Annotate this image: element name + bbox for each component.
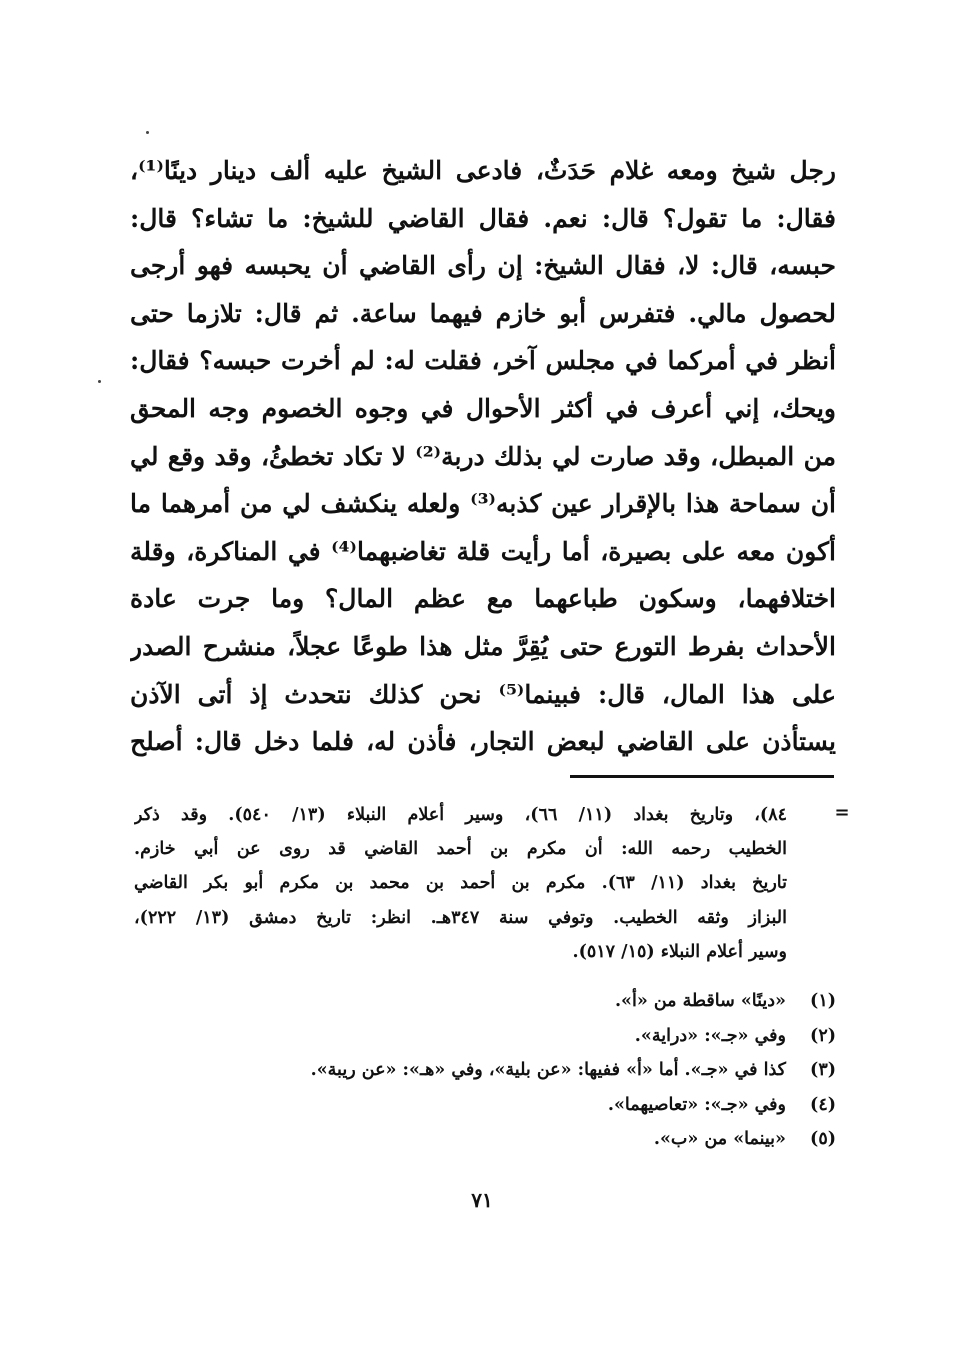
footnote-number: (٥): [810, 1129, 836, 1149]
continued-footnote-line: البزاز وثقه الخطيب. وتوفي سنة ٣٤٧هـ. انظر: تاريخ دمشق (١٣/ ٢٢٢)،: [134, 907, 787, 928]
continued-footnote-line: وسير أعلام النبلاء (١٥/ ٥١٧).: [572, 941, 787, 962]
footnote-number: (١): [810, 991, 836, 1011]
footnote-item: [160, 1053, 836, 1088]
continued-footnote-line: الخطيب رحمه الله: أن مكرم بن أحمد القاضي قد روى عن أبي خازم.: [134, 839, 787, 860]
page-number: ٧١: [471, 1188, 493, 1212]
footnote-item: [160, 1122, 836, 1157]
main-text-block: [130, 147, 836, 766]
main-text-line: أن سماحة هذا بالإقرار عين كذبه⁽³⁾ ولعله ينكشف لي من أمرهما ما: [130, 489, 836, 519]
footnote-separator-rule: [570, 775, 834, 778]
main-text-line: أكون معه على بصيرة، أما رأيت قلة تغاضبهما⁽⁴⁾ في المناكرة، وقلة: [130, 536, 836, 566]
footnotes-list: [160, 984, 836, 1157]
scan-speck: [98, 380, 101, 383]
footnote-text: وفي «جـ»: «دراية».: [634, 1025, 786, 1046]
continued-footnote-line: تاريخ بغداد (١١/ ٦٣). مكرم بن أحمد بن محمد بن مكرم أبو بكر القاضي: [134, 873, 787, 894]
main-text-line: الأحداث بفرط التورع حتى يُقِرَّ مثل هذا طوعًا عجلاً، منشرح الصدر: [130, 631, 836, 661]
footnote-text: وفي «جـ»: «تعاصيهما».: [607, 1094, 786, 1115]
footnote-item: [160, 1019, 836, 1054]
footnote-item: [160, 1088, 836, 1123]
footnote-item: [160, 984, 836, 1019]
footnote-number: (٣): [810, 1060, 836, 1080]
scan-speck: [146, 131, 149, 134]
main-text-line: ويحك، إني أعرف في أكثر الأحوال في وجوه الخصوم وجه المحق: [130, 393, 836, 423]
main-text-line: حبسه، قال: لا، فقال الشيخ: إن رأى القاضي أن يحبسه فهو أرجى: [130, 251, 836, 281]
main-text-line: رجل شيخ ومعه غلام حَدَثٌ، فادعى الشيخ عليه ألف دينار دينًا⁽¹⁾،: [130, 156, 836, 185]
main-text-line: من المبطل، وقد صارت لي بذلك دربة⁽²⁾ لا تكاد تخطئُ، وقد وقع لي: [130, 441, 836, 471]
main-text-line: يستأذن على القاضي لبعض التجار، فأذن له، فلما دخل قال: أصلح: [130, 727, 836, 757]
footnote-text: «دينًا» ساقطة من «أ».: [614, 991, 786, 1011]
footnote-number: (٢): [810, 1025, 836, 1046]
continued-footnote-line: ٨٤)، وتاريخ بغداد (١١/ ٦٦)، وسير أعلام النبلاء (١٣/ ٥٤٠). وقد ذكر: [134, 805, 787, 825]
main-text-line: لحصول مالي. فتفرس أبو خازم فيهما ساعة. ثم قال: تلازما حتى: [130, 298, 836, 328]
footnote-number: (٤): [810, 1094, 836, 1115]
main-text-line: اختلافهما، وسكون طباعهما مع عظم المال؟ وما جرت عادة: [130, 584, 836, 614]
main-text-line: أنظر في أمركما في مجلس آخر، فقلت له: لم أخرت حبسه؟ فقال:: [130, 346, 836, 376]
continuation-mark: =: [834, 802, 850, 823]
footnote-text: كذا في «جـ». أما «أ» ففيها: «عن بلية»، وفي «هـ»: «عن ريبة».: [310, 1060, 786, 1080]
continued-footnote-block: [134, 798, 787, 969]
main-text-line: على هذا المال، قال: فبينما⁽⁵⁾ نحن كذلك نتحدث إذ أتى الآذن: [130, 679, 836, 709]
footnote-text: «بينما» من «ب».: [653, 1129, 786, 1149]
main-text-line: فقال: ما تقول؟ قال: نعم. فقال القاضي للشيخ: ما تشاء؟ قال:: [130, 203, 836, 233]
